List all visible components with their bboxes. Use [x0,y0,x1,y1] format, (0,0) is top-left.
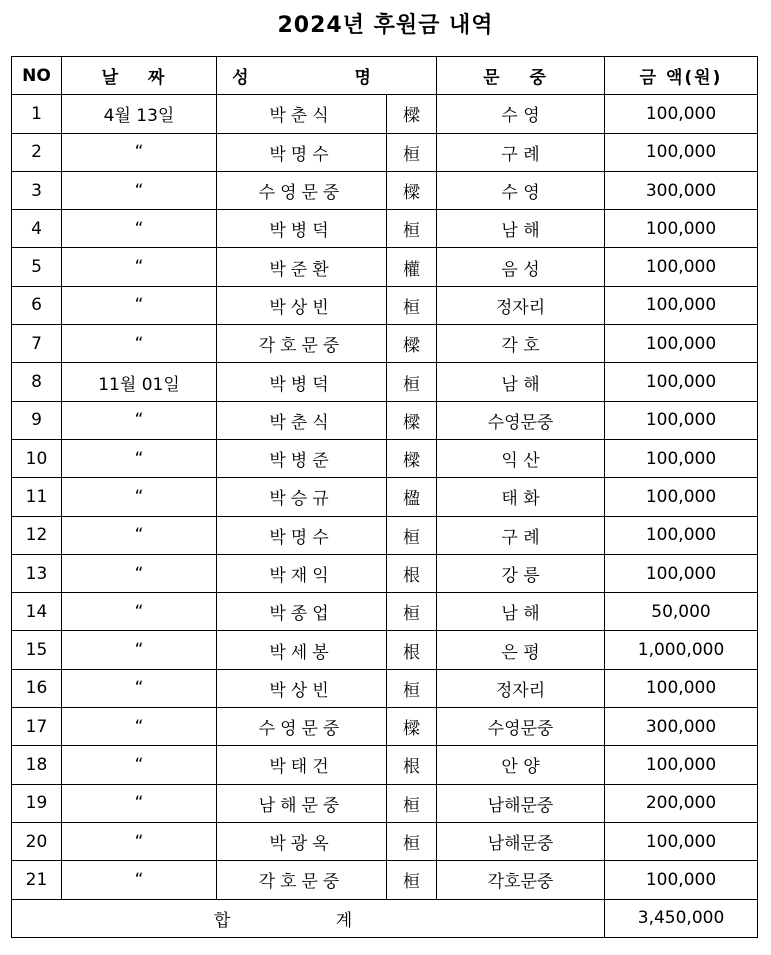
cell-clan: 桓 [387,593,437,631]
cell-name: 박명수 [217,516,387,554]
cell-clan: 樑 [387,401,437,439]
table-row [12,363,758,401]
cell-date: “ [62,478,217,516]
cell-name: 박준환 [217,248,387,286]
cell-no: 8 [12,363,62,401]
table-row [12,593,758,631]
cell-amount: 300,000 [605,708,758,746]
table-row [12,861,758,899]
cell-region: 각 호 [437,325,605,363]
cell-amount: 200,000 [605,784,758,822]
cell-amount: 1,000,000 [605,631,758,669]
cell-date: “ [62,593,217,631]
cell-date: “ [62,210,217,248]
table-row [12,439,758,477]
table-row [12,554,758,592]
cell-clan: 桓 [387,516,437,554]
cell-no: 9 [12,401,62,439]
cell-name: 박상빈 [217,286,387,324]
cell-amount: 300,000 [605,171,758,209]
cell-region: 구 례 [437,133,605,171]
cell-date: “ [62,171,217,209]
cell-name: 박명수 [217,133,387,171]
cell-date: “ [62,746,217,784]
cell-amount: 100,000 [605,248,758,286]
total-row [12,899,758,937]
cell-no: 2 [12,133,62,171]
cell-no: 18 [12,746,62,784]
cell-no: 14 [12,593,62,631]
cell-region: 남해문중 [437,822,605,860]
total-amount: 3,450,000 [605,899,758,937]
cell-clan: 桓 [387,286,437,324]
table-row [12,708,758,746]
cell-amount: 100,000 [605,363,758,401]
cell-date: “ [62,669,217,707]
cell-name: 각호문중 [217,325,387,363]
cell-region: 수영문중 [437,401,605,439]
cell-name: 박상빈 [217,669,387,707]
header-region: 문 중 [437,57,605,95]
cell-name: 박태건 [217,746,387,784]
cell-date: 11월 01일 [62,363,217,401]
cell-date: “ [62,401,217,439]
cell-clan: 樑 [387,171,437,209]
cell-amount: 100,000 [605,401,758,439]
cell-region: 남 해 [437,363,605,401]
cell-amount: 100,000 [605,861,758,899]
cell-amount: 100,000 [605,478,758,516]
cell-date: “ [62,439,217,477]
cell-region: 음 성 [437,248,605,286]
cell-name: 박춘식 [217,95,387,133]
cell-name: 박병덕 [217,363,387,401]
cell-date: “ [62,784,217,822]
cell-name: 남해문중 [217,784,387,822]
header-date: 날 짜 [62,57,217,95]
cell-amount: 100,000 [605,554,758,592]
header-amount: 금 액(원) [605,57,758,95]
cell-no: 3 [12,171,62,209]
cell-amount: 100,000 [605,133,758,171]
cell-name: 박병덕 [217,210,387,248]
cell-amount: 50,000 [605,593,758,631]
cell-clan: 桓 [387,861,437,899]
cell-clan: 樑 [387,95,437,133]
donation-table [11,56,758,938]
cell-clan: 根 [387,746,437,784]
table-row [12,286,758,324]
cell-region: 정자리 [437,286,605,324]
cell-no: 21 [12,861,62,899]
cell-name: 박광옥 [217,822,387,860]
cell-date: “ [62,554,217,592]
cell-no: 12 [12,516,62,554]
table-row [12,325,758,363]
cell-clan: 桓 [387,133,437,171]
cell-amount: 100,000 [605,286,758,324]
cell-clan: 樑 [387,325,437,363]
cell-amount: 100,000 [605,325,758,363]
cell-no: 15 [12,631,62,669]
cell-region: 남 해 [437,593,605,631]
cell-name: 각호문중 [217,861,387,899]
table-body [12,95,758,899]
total-label: 합 계 [12,899,605,937]
cell-name: 박종업 [217,593,387,631]
cell-date: “ [62,822,217,860]
cell-no: 11 [12,478,62,516]
table-row [12,631,758,669]
cell-clan: 根 [387,554,437,592]
cell-region: 익 산 [437,439,605,477]
table-row [12,248,758,286]
cell-region: 은 평 [437,631,605,669]
cell-no: 5 [12,248,62,286]
cell-amount: 100,000 [605,822,758,860]
cell-region: 수 영 [437,171,605,209]
cell-amount: 100,000 [605,516,758,554]
cell-date: “ [62,516,217,554]
table-row [12,822,758,860]
cell-name: 박승규 [217,478,387,516]
cell-name: 박세봉 [217,631,387,669]
cell-date: “ [62,248,217,286]
cell-no: 6 [12,286,62,324]
cell-region: 강 릉 [437,554,605,592]
cell-clan: 桓 [387,669,437,707]
cell-date: “ [62,631,217,669]
table-row [12,516,758,554]
cell-clan: 權 [387,248,437,286]
table-row [12,171,758,209]
cell-clan: 楹 [387,478,437,516]
cell-clan: 樑 [387,439,437,477]
cell-date: “ [62,861,217,899]
table-row [12,133,758,171]
cell-name: 박재익 [217,554,387,592]
cell-date: “ [62,286,217,324]
cell-no: 13 [12,554,62,592]
cell-region: 구 례 [437,516,605,554]
table-row [12,95,758,133]
cell-no: 16 [12,669,62,707]
header-name: 성 명 [217,57,437,95]
table-row [12,210,758,248]
cell-clan: 桓 [387,210,437,248]
cell-date: “ [62,708,217,746]
cell-region: 수 영 [437,95,605,133]
cell-amount: 100,000 [605,95,758,133]
cell-no: 19 [12,784,62,822]
cell-clan: 樑 [387,708,437,746]
cell-region: 수영문중 [437,708,605,746]
cell-amount: 100,000 [605,439,758,477]
cell-name: 박병준 [217,439,387,477]
cell-region: 남 해 [437,210,605,248]
cell-name: 수영문중 [217,171,387,209]
header-row [12,57,758,95]
cell-date: “ [62,133,217,171]
cell-no: 17 [12,708,62,746]
table-row [12,478,758,516]
page-title: 2024년 후원금 내역 [277,13,494,38]
cell-name: 수영문중 [217,708,387,746]
cell-region: 각호문중 [437,861,605,899]
table-row [12,784,758,822]
cell-no: 1 [12,95,62,133]
cell-name: 박춘식 [217,401,387,439]
cell-clan: 桓 [387,822,437,860]
cell-amount: 100,000 [605,669,758,707]
cell-region: 안 양 [437,746,605,784]
table-row [12,669,758,707]
cell-clan: 桓 [387,363,437,401]
cell-region: 정자리 [437,669,605,707]
table-row [12,746,758,784]
cell-no: 20 [12,822,62,860]
cell-amount: 100,000 [605,210,758,248]
cell-region: 태 화 [437,478,605,516]
table-row [12,401,758,439]
header-no: NO [12,57,62,95]
cell-no: 4 [12,210,62,248]
cell-clan: 桓 [387,784,437,822]
cell-region: 남해문중 [437,784,605,822]
cell-amount: 100,000 [605,746,758,784]
cell-no: 10 [12,439,62,477]
cell-date: “ [62,325,217,363]
cell-no: 7 [12,325,62,363]
cell-date: 4월 13일 [62,95,217,133]
cell-clan: 根 [387,631,437,669]
